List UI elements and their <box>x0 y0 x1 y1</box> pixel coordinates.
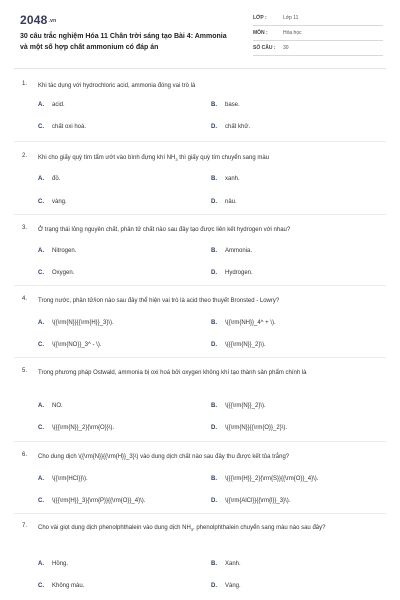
option-text: \({\rm{NH}}_4^ + \). <box>225 320 276 326</box>
option-b[interactable] <box>211 561 241 567</box>
option-text: Oxygen. <box>52 270 75 276</box>
question-number: 3. <box>22 225 28 231</box>
option-key: B. <box>211 248 217 254</box>
option-text: \({\rm{NO}}_3^ - \). <box>52 342 102 348</box>
option-text: acid. <box>52 102 65 108</box>
question-separator <box>14 214 386 215</box>
option-b[interactable] <box>211 476 318 482</box>
meta-value: Hóa học <box>283 30 302 36</box>
option-d[interactable] <box>211 270 253 276</box>
option-c[interactable] <box>38 124 86 130</box>
option-text: \({\rm{N}}{{\rm{O}}_2}\). <box>225 425 288 431</box>
option-b[interactable] <box>211 176 240 182</box>
option-b[interactable] <box>211 320 276 326</box>
option-b[interactable] <box>211 403 266 409</box>
option-c[interactable] <box>38 270 74 276</box>
option-key: A. <box>38 248 44 254</box>
page-header <box>0 0 400 60</box>
option-text: Ammonia. <box>225 248 253 254</box>
question-text: Trong phương pháp Ostwald, ammonia bị oxi hoá bởi oxygen không khí tạo thành sản phẩm chính là <box>38 370 307 376</box>
meta-label: MÔN : <box>253 30 268 36</box>
option-c[interactable] <box>38 342 102 348</box>
option-key: B. <box>211 403 217 409</box>
option-b[interactable] <box>211 102 240 108</box>
meta-label: LỚP : <box>253 15 267 21</box>
question-number: 1. <box>22 81 28 87</box>
question-separator <box>14 513 386 514</box>
option-c[interactable] <box>38 199 67 205</box>
question-text-part: Khi cho giấy quỳ tím tẩm ướt vào bình đựng khí NH <box>38 155 176 161</box>
option-a[interactable] <box>38 403 63 409</box>
option-key: C. <box>38 425 44 431</box>
question-text: Trong nước, phân tử/ion nào sau đây thể hiện vai trò là acid theo thuyết Bronsted - Lowry? <box>38 298 280 304</box>
option-a[interactable] <box>38 561 68 567</box>
option-key: A. <box>38 102 44 108</box>
option-text: Nitrogen. <box>52 248 77 254</box>
option-text: \({{\rm{H}}_2}{\rm{S}}{{\rm{O}}_4}\). <box>225 476 319 482</box>
option-text: \({{\rm{N}}_2}\). <box>225 342 266 348</box>
option-text: nâu. <box>225 199 237 205</box>
option-key: D. <box>211 124 217 130</box>
question-text <box>38 153 373 165</box>
meta-row-class <box>253 13 383 26</box>
option-text: \({\rm{AlCl}}{{\rm{l}}_3}\). <box>225 498 291 504</box>
option-key: C. <box>38 342 44 348</box>
option-key: D. <box>211 498 217 504</box>
option-d[interactable] <box>211 583 241 589</box>
option-c[interactable] <box>38 498 145 504</box>
question-text-part: Cho vài giọt dung dịch phenolphthalein vào dung dịch NH <box>38 525 191 531</box>
option-text: chất oxi hoá. <box>52 124 87 130</box>
option-key: B. <box>211 102 217 108</box>
logo-suffix: .vn <box>48 17 57 24</box>
header-divider <box>14 68 386 69</box>
document-meta <box>253 13 383 58</box>
site-logo[interactable] <box>20 13 56 27</box>
option-key: D. <box>211 342 217 348</box>
option-b[interactable] <box>211 248 252 254</box>
subscript: 3 <box>175 157 178 163</box>
option-text: Hồng. <box>52 561 69 567</box>
option-a[interactable] <box>38 176 60 182</box>
option-key: C. <box>38 583 44 589</box>
option-key: B. <box>211 320 217 326</box>
question-text: Khi tác dụng với hydrochloric acid, ammonia đóng vai trò là <box>38 83 196 89</box>
option-d[interactable] <box>211 124 250 130</box>
meta-label: SỐ CÂU : <box>253 45 276 51</box>
question-number: 6. <box>22 452 28 458</box>
option-text: \({{\rm{H}}_3}{\rm{P}}{{\rm{O}}_4}\). <box>52 498 146 504</box>
question-text <box>38 523 373 535</box>
option-text: NO. <box>52 403 63 409</box>
option-key: B. <box>211 476 217 482</box>
option-key: A. <box>38 320 44 326</box>
question-number: 2. <box>22 153 28 159</box>
question-separator <box>14 357 386 358</box>
option-text: Vàng. <box>225 583 241 589</box>
meta-value: 30 <box>283 45 289 51</box>
option-text: Hydrogen. <box>225 270 253 276</box>
option-text: Xanh. <box>225 561 241 567</box>
question-number: 4. <box>22 296 28 302</box>
question-separator <box>14 441 386 442</box>
question-text-part: thì giấy quỳ tím chuyển sang màu <box>177 155 269 161</box>
option-text: \({\rm{HCl}}\). <box>52 476 88 482</box>
document-title: 30 câu trắc nghiệm Hóa 11 Chân trời sáng tạo Bài 4: Ammonia và một số hợp chất ammonium có đáp án <box>20 33 227 51</box>
option-text: Không màu. <box>52 583 85 589</box>
question-number: 5. <box>22 368 28 374</box>
option-d[interactable] <box>211 425 287 431</box>
question-text: Ở trạng thái lỏng nguyên chất, phân tử chất nào sau đây tạo được liên kết hydrogen với nhau? <box>38 227 291 233</box>
question-separator <box>14 141 386 142</box>
option-text: base. <box>225 102 240 108</box>
option-key: D. <box>211 270 217 276</box>
option-key: A. <box>38 176 44 182</box>
option-text: \({{\rm{N}}_2}{\rm{O}}\). <box>52 425 115 431</box>
option-text: \({{\rm{N}}_2}\). <box>225 403 266 409</box>
option-key: D. <box>211 583 217 589</box>
option-key: A. <box>38 403 44 409</box>
option-key: B. <box>211 176 217 182</box>
option-key: C. <box>38 498 44 504</box>
option-a[interactable] <box>38 320 114 326</box>
option-text: chất khử. <box>225 124 251 130</box>
question-number: 7. <box>22 523 28 529</box>
option-key: C. <box>38 124 44 130</box>
subscript: 3 <box>190 527 194 533</box>
option-text: vàng. <box>52 199 67 205</box>
option-key: C. <box>38 270 44 276</box>
option-d[interactable] <box>211 199 237 205</box>
option-key: D. <box>211 425 217 431</box>
option-d[interactable] <box>211 498 290 504</box>
option-text: đỏ. <box>52 176 61 182</box>
option-key: A. <box>38 561 44 567</box>
option-c[interactable] <box>38 425 114 431</box>
option-key: D. <box>211 199 217 205</box>
meta-row-count <box>253 43 383 56</box>
meta-value: Lớp 11 <box>283 15 299 21</box>
option-text: \({\rm{N}}{{\rm{H}}_3}\). <box>52 320 114 326</box>
option-a[interactable] <box>38 476 88 482</box>
option-key: A. <box>38 476 44 482</box>
option-text: xanh. <box>225 176 240 182</box>
option-a[interactable] <box>38 248 76 254</box>
option-c[interactable] <box>38 583 84 589</box>
question-text-part: , phenolphthalein chuyển sang màu nào sau đây? <box>193 525 326 531</box>
option-d[interactable] <box>211 342 266 348</box>
question-separator <box>14 285 386 286</box>
logo-main: 2048 <box>20 13 48 27</box>
option-key: B. <box>211 561 217 567</box>
option-key: C. <box>38 199 44 205</box>
option-a[interactable] <box>38 102 65 108</box>
question-text: Cho dung dịch \({\rm{N}}{{\rm{H}}_3}\) vào dung dịch chất nào sau đây thu được kết tủa trắng? <box>38 454 290 460</box>
meta-row-subject <box>253 28 383 41</box>
